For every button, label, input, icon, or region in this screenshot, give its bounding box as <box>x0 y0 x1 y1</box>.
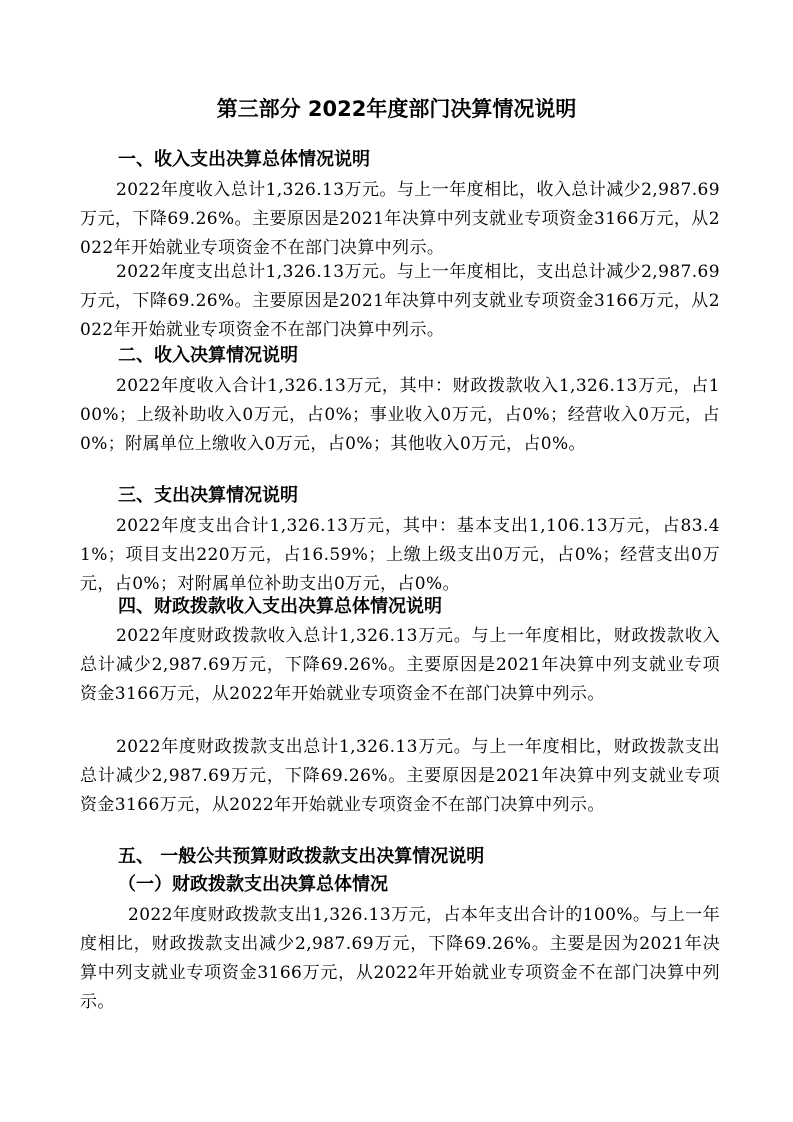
section-heading-2: 二、收入决算情况说明 <box>118 345 298 366</box>
subsection-5-1-paragraph-1: 2022年度财政拨款支出1,326.13万元，占本年支出合计的100%。与上一年度相比，财政拨款支出减少2,987.69万元，下降69.26%。主要是因为2021年决算中列支就业专项资金3166万元，从2022年开始就业专项资金不在部门决算中列示。 <box>80 905 720 1012</box>
section-2-paragraph-1: 2022年度收入合计1,326.13万元，其中：财政拨款收入1,326.13万元，占100%；上级补助收入0万元，占0%；事业收入0万元，占0%；经营收入0万元，占0%；附属单位上缴收入0万元，占0%；其他收入0万元，占0%。 <box>80 376 720 454</box>
section-3-paragraph-1: 2022年度支出合计1,326.13万元，其中：基本支出1,106.13万元，占83.41%；项目支出220万元，占16.59%；上缴上级支出0万元，占0%；经营支出0万元，占0%；对附属单位补助支出0万元，占0%。 <box>80 516 720 594</box>
section-1-paragraph-1: 2022年度收入总计1,326.13万元。与上一年度相比，收入总计减少2,987.69万元，下降69.26%。主要原因是2021年决算中列支就业专项资金3166万元，从2022年开始就业专项资金不在部门决算中列示。 <box>80 180 720 258</box>
section-heading-5: 五、 一般公共预算财政拨款支出决算情况说明 <box>118 846 485 867</box>
page-title: 第三部分 2022年度部门决算情况说明 <box>216 97 577 121</box>
section-1-paragraph-2: 2022年度支出总计1,326.13万元。与上一年度相比，支出总计减少2,987.69万元，下降69.26%。主要原因是2021年决算中列支就业专项资金3166万元，从2022年开始就业专项资金不在部门决算中列示。 <box>80 262 720 340</box>
subsection-heading-5-1: （一）财政拨款支出决算总体情况 <box>118 874 388 895</box>
section-heading-4: 四、财政拨款收入支出决算总体情况说明 <box>118 596 442 617</box>
section-4-paragraph-1: 2022年度财政拨款收入总计1,326.13万元。与上一年度相比，财政拨款收入总计减少2,987.69万元，下降69.26%。主要原因是2021年决算中列支就业专项资金3166万元，从2022年开始就业专项资金不在部门决算中列示。 <box>80 626 720 704</box>
section-heading-3: 三、支出决算情况说明 <box>118 485 298 506</box>
section-heading-1: 一、收入支出决算总体情况说明 <box>118 149 370 170</box>
section-4-paragraph-2: 2022年度财政拨款支出总计1,326.13万元。与上一年度相比，财政拨款支出总计减少2,987.69万元，下降69.26%。主要原因是2021年决算中列支就业专项资金3166万元，从2022年开始就业专项资金不在部门决算中列示。 <box>80 737 720 815</box>
